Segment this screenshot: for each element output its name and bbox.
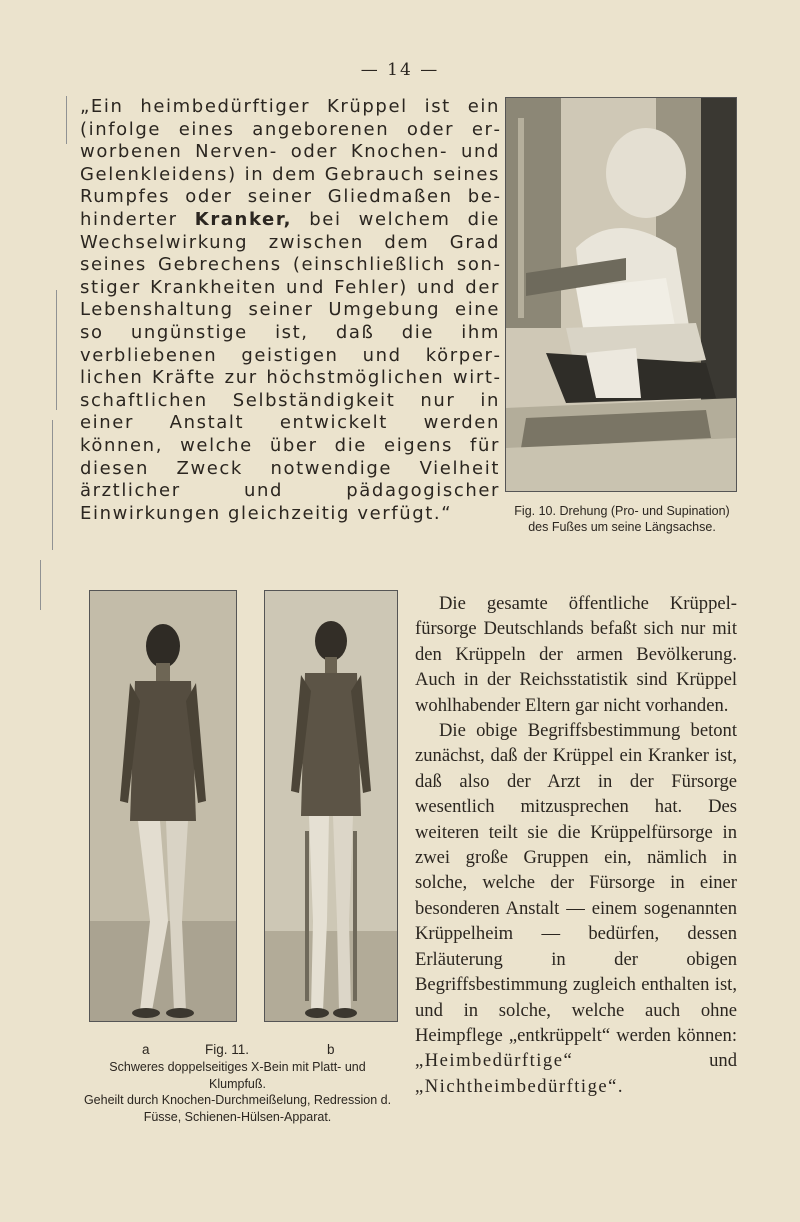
margin-pencil-mark: [56, 290, 57, 410]
body-paragraph-2-and: und: [573, 1050, 737, 1072]
figure-11b-photo: [264, 590, 398, 1022]
page-number: — 14 —: [360, 60, 440, 80]
figure-11-labels: [80, 1042, 395, 1059]
body-text: [415, 591, 737, 1099]
margin-pencil-mark: [52, 420, 53, 550]
margin-pencil-mark: [66, 96, 67, 144]
figure-10-illustration: [506, 98, 736, 491]
quote-text-1: „Ein heimbedürftiger Krüppel ist ein (infolge eines angeborenen oder erworbenen Nerven- oder Knochen- und Gelenkleidens) in dem Gebrauch seines Rumpfes oder seiner Gliedmaßen behinderter: [80, 96, 500, 230]
term-nichtheimbeduerftige: „Nichtheimbedürftige“: [415, 1075, 618, 1097]
figure-11a-photo: [89, 590, 237, 1022]
margin-pencil-mark: [40, 560, 41, 610]
figure-11-caption-line2: Geheilt durch Knochen-Durchmeißelung, Redression d. Füsse, Schienen-Hülsen-Apparat.: [83, 1093, 392, 1124]
figure-11a-illustration: [90, 591, 236, 1021]
figure-11b-illustration: [265, 591, 397, 1021]
figure-11-caption-line1: Schweres doppelseitiges X-Bein mit Platt- und Klumpfuß.: [109, 1060, 366, 1091]
figure-11-label-fig: Fig. 11.: [205, 1042, 250, 1057]
body-paragraph-2-end: .: [617, 1075, 623, 1097]
figure-11-label-b: b: [327, 1042, 335, 1057]
quote-bold-word: Kranker,: [194, 208, 293, 230]
figure-10-photo: [505, 97, 737, 492]
figure-11-caption: [80, 1042, 395, 1125]
figure-11-label-a: a: [142, 1042, 150, 1057]
body-paragraph-2-text: Die obige Begriffsbestimmung betont zunächst, daß der Krüppel ein Kranker ist, daß also der Arzt in der Fürsorge wesentlich mitzusprechen hat. Des weiteren teilt sie die Krüppelfürsorge in zwei große Gruppen ein, nämlich in solche, welche der Fürsorge in einer besonderen Anstalt — einem sogenannten Krüppelheim — bedürfen, dessen Erläuterung in der obigen Begriffsbestimmung zugleich enthalten ist, und in solche, welche auch ohne Heimpflege „entkrüppelt“ werden können:: [415, 720, 737, 1046]
definition-quote: [80, 96, 500, 525]
body-paragraph-1: Die gesamte öffentliche Krüppelfürsorge Deutschlands befaßt sich nur mit den Krüppeln der armen Bevölkerung. Auch in der Reichsstatistik sind Krüppel wohlhabender Eltern gar nicht vorhanden.: [415, 593, 737, 716]
term-heimbeduerftige: „Heimbedürftige“: [415, 1050, 574, 1072]
quote-text-2: bei welchem die Wechselwirkung zwischen dem Grad seines Gebrechens (einschließlich sonstiger Krankheiten und Fehler) und der Lebenshaltung seiner Umgebung eine so ungünstige ist, daß die ihm verbliebenen geistigen und körperlichen Kräfte zur höchstmöglichen wirtschaftlichen Selbständigkeit nur in einer Anstalt entwickelt werden können, welche über die eigens für diesen Zweck notwendige Vielheit ärztlicher und pädagogischer Einwirkungen gleichzeitig verfügt.“: [80, 208, 500, 524]
body-paragraph-2: [415, 718, 737, 1099]
figure-10-caption: Fig. 10. Drehung (Pro- und Supination) des Fußes um seine Längsachse.: [514, 504, 730, 534]
